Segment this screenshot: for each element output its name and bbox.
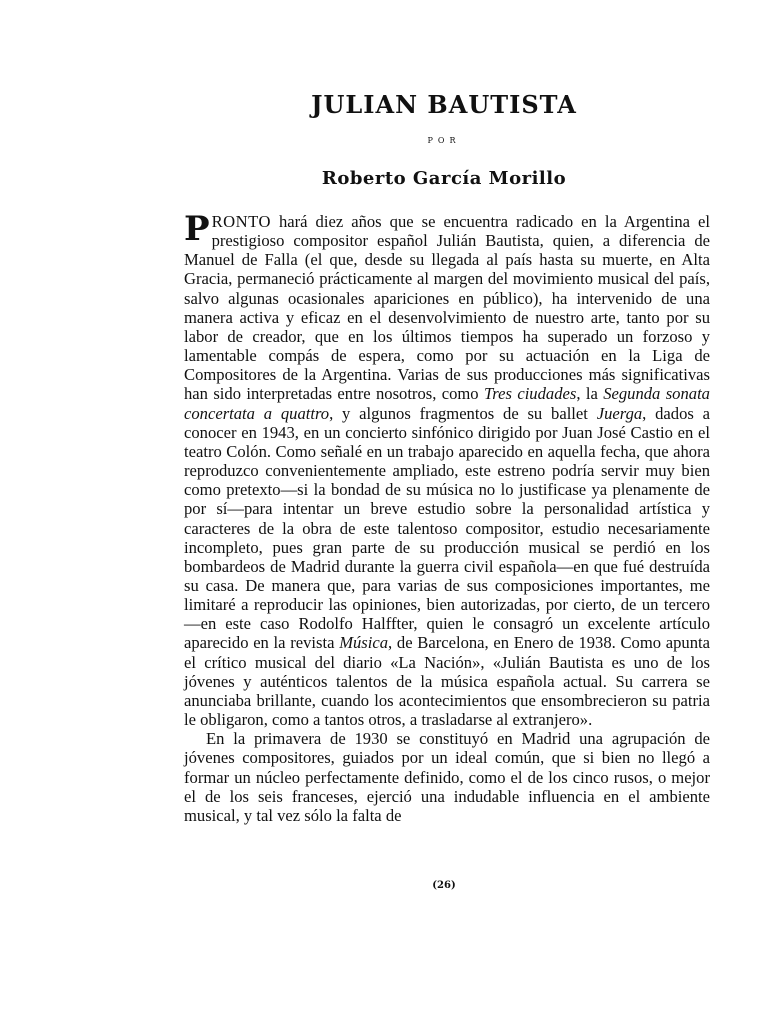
work-title-segunda-sonata: Segunda sonata concertata a quattro xyxy=(184,384,710,423)
byline-label: POR xyxy=(427,136,461,145)
paragraph-1-text-e: , de Barcelona, en Enero de 1938. Como apunta el crítico musical del diario «La Nación», «Julián Bautista es uno de los jóvenes y auténticos talentos de la música española actual. Su carrera se anunciaba brillante, cuando los acontecimientos que ensombrecieron su patria le obligaron, como a tantos otros, a trasladarse al extranjero». xyxy=(184,633,710,730)
paragraph-1-text-d: , dados a conocer en 1943, en un concierto sinfónico dirigido por Juan José Castio en el teatro Colón. Como señalé en un trabajo aparecido en aquella fecha, que ahora reproduzco convenientemente ampliado, este estreno podría servir muy bien como pretexto—si la bondad de su música no lo justificase ya plenamente de por sí—para intentar un breve estudio sobre la personalidad artística y caracteres de la obra de este talentoso compositor, estudio necesariamente incompleto, pues gran parte de su producción musical se perdió en los bombardeos de Madrid durante la guerra civil española—en que fué destruída su casa. De manera que, para varias de sus composiciones importantes, me limitaré a reproducir las opiniones, bien autorizadas, por cierto, de un tercero—en este caso Rodolfo Halffter, quien le consagró un excelente artículo aparecido en la revista xyxy=(184,403,710,653)
drop-cap: P xyxy=(184,209,210,249)
paragraph-1-text-a: hará diez años que se encuentra radicado en la Argentina el prestigioso compositor español Julián Bautista, quien, a diferencia de Manuel de Falla (el que, desde su llegada al país hasta su muerte, en Alta Gracia, permaneció prácticamente al margen del movimiento musical del país, salvo algunas ocasionales apariciones en público), ha intervenido de una manera activa y eficaz en el desenvolvimiento de nuestro arte, tanto por su labor de creador, que en los últimos tiempos ha superado un forzoso y lamentable compás de espera, como por su actuación en la Liga de Compositores de la Argentina. Varias de sus producciones más significativas han sido interpretadas entre nosotros, como xyxy=(184,212,710,404)
author-name: Roberto García Morillo xyxy=(321,168,567,189)
page-number: (26) xyxy=(432,880,456,891)
work-title-tres-ciudades: Tres ciudades xyxy=(483,384,577,404)
journal-title-musica: Música xyxy=(339,633,389,653)
paragraph-1 xyxy=(184,209,710,730)
work-title-juerga: Juerga xyxy=(596,403,643,423)
paragraph-2: En la primavera de 1930 se constituyó en Madrid una agrupación de jóvenes compositores, guiados por un ideal común, que si bien no llegó a formar un núcleo perfectamente definido, como el de los cinco rusos, o mejor el de los seis franceses, ejerció una indudable influencia en el ambiente musical, y tal vez sólo la falta de xyxy=(184,729,710,825)
article-title: JULIAN BAUTISTA xyxy=(311,90,577,119)
article-body xyxy=(184,209,710,825)
opening-word: RONTO xyxy=(211,212,271,231)
paragraph-1-text-c: , y algunos fragmentos de su ballet xyxy=(329,403,597,423)
paragraph-1-text-b: , la xyxy=(576,384,604,404)
